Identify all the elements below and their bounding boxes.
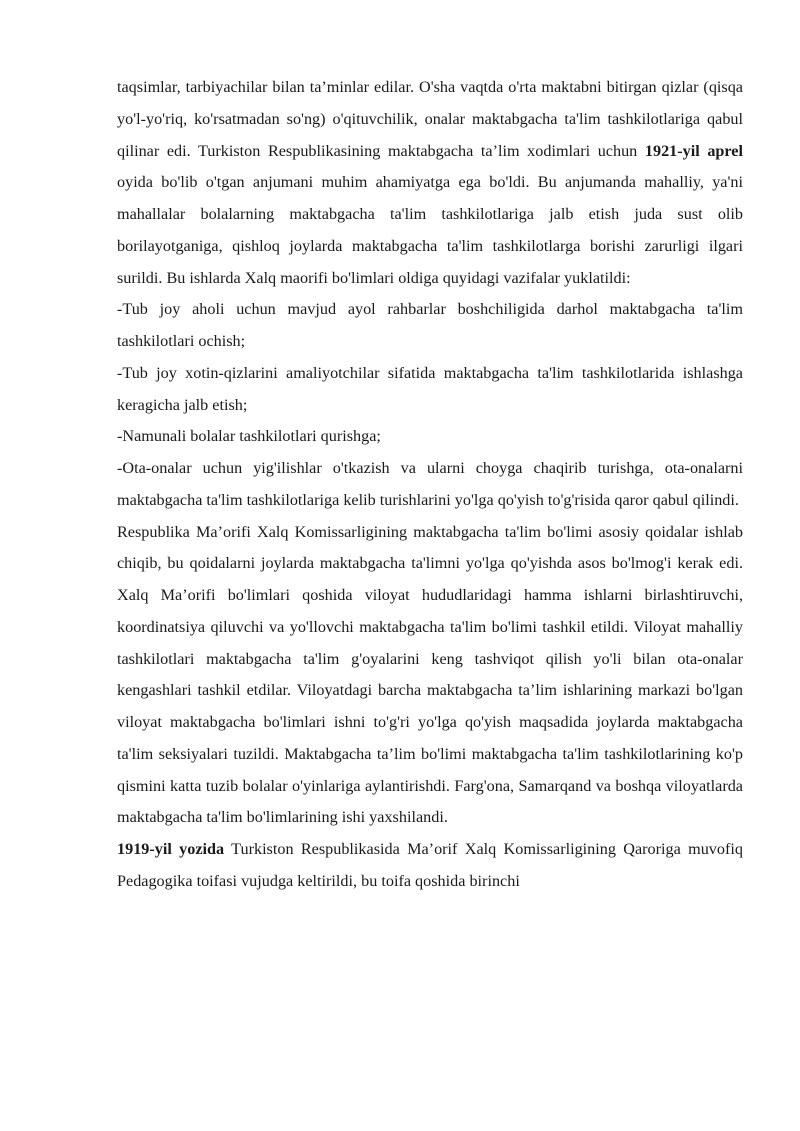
paragraph-bold-date: 1921-yil aprel	[644, 141, 743, 160]
document-page	[117, 72, 743, 898]
paragraph-text: taqsimlar, tarbiyachilar bilan ta’minlar edilar. O'sha vaqtda o'rta maktabni bitirgan qizlar (qisqa yo'l-yo'riq, ko'rsatmadan so'ng) o'qituvchilik, onalar maktabgacha ta'lim tashkilotlariga qabul qilinar edi. Turkiston Respublikasining maktabgacha ta’lim xodimlari uchun	[117, 78, 743, 160]
list-item: -Tub joy aholi uchun mavjud ayol rahbarlar boshchiligida darhol maktabgacha ta'lim tashkilotlari ochish;	[117, 300, 743, 350]
paragraph-text: Turkiston Respublikasida Ma’orif Xalq Komissarligining Qaroriga muvofiq Pedagogika toifasi vujudga keltirildi, bu toifa qoshida birinchi	[117, 840, 743, 890]
paragraph-text: oyida bo'lib o'tgan anjumani muhim ahamiyatga ega bo'ldi. Bu anjumanda mahalliy, ya'ni mahallalar bolalarning maktabgacha ta'lim tashkilotlariga jalb etish juda sust olib borilayotganiga, qishloq joylarda maktabgacha ta'lim tashkilotlarga borishi zarurligi ilgari surildi. Bu ishlarda Xalq maorifi bo'limlari oldiga quyidagi vazifalar yuklatildi:	[117, 173, 743, 287]
paragraph-intro	[117, 72, 743, 294]
paragraph-bold-date: 1919-yil yozida	[117, 840, 225, 858]
list-item: -Ota-onalar uchun yig'ilishlar o'tkazish va ularni choyga chaqirib turishga, ota-onalarni maktabgacha ta'lim tashkilotlariga kelib turishlarini yo'lga qo'yish to'g'risida qaror qabul qilindi.	[117, 459, 743, 509]
list-item: -Tub joy xotin-qizlarini amaliyotchilar sifatida maktabgacha ta'lim tashkilotlarida ishlashga keragicha jalb etish;	[117, 363, 743, 414]
paragraph-republic: Respublika Ma’orifi Xalq Komissarligining maktabgacha ta'lim bo'limi asosiy qoidalar ishlab chiqib, bu qoidalarni joylarda maktabgacha ta'limni yo'lga qo'yishda asos bo'lmog'i kerak edi. Xalq Ma’orifi bo'limlari qoshida viloyat hududlaridagi hamma ishlarni birlashtiruvchi, koordinatsiya qiluvchi va yo'llovchi maktabgacha ta'lim bo'limi tashkil etildi. Viloyat mahalliy tashkilotlari maktabgacha ta'lim g'oyalarini keng tashviqot qilish yo'li bilan ota-onalar kengashlari tashkil etdilar. Viloyatdagi barcha maktabgacha ta’lim ishlarining markazi bo'lgan viloyat maktabgacha bo'limlari ishni to'g'ri yo'lga qo'yish maqsadida joylarda maktabgacha ta'lim seksiyalari tuzildi. Maktabgacha ta’lim bo'limi maktabgacha ta'lim tashkilotlarining ko'p qismini katta tuzib bolalar o'yinlariga aylantirishdi. Farg'ona, Samarqand va boshqa viloyatlarda maktabgacha ta'lim bo'limlarining ishi yaxshilandi.	[117, 522, 743, 827]
paragraph-1919	[117, 834, 743, 898]
list-item: -Namunali bolalar tashkilotlari qurishga;	[117, 427, 381, 446]
